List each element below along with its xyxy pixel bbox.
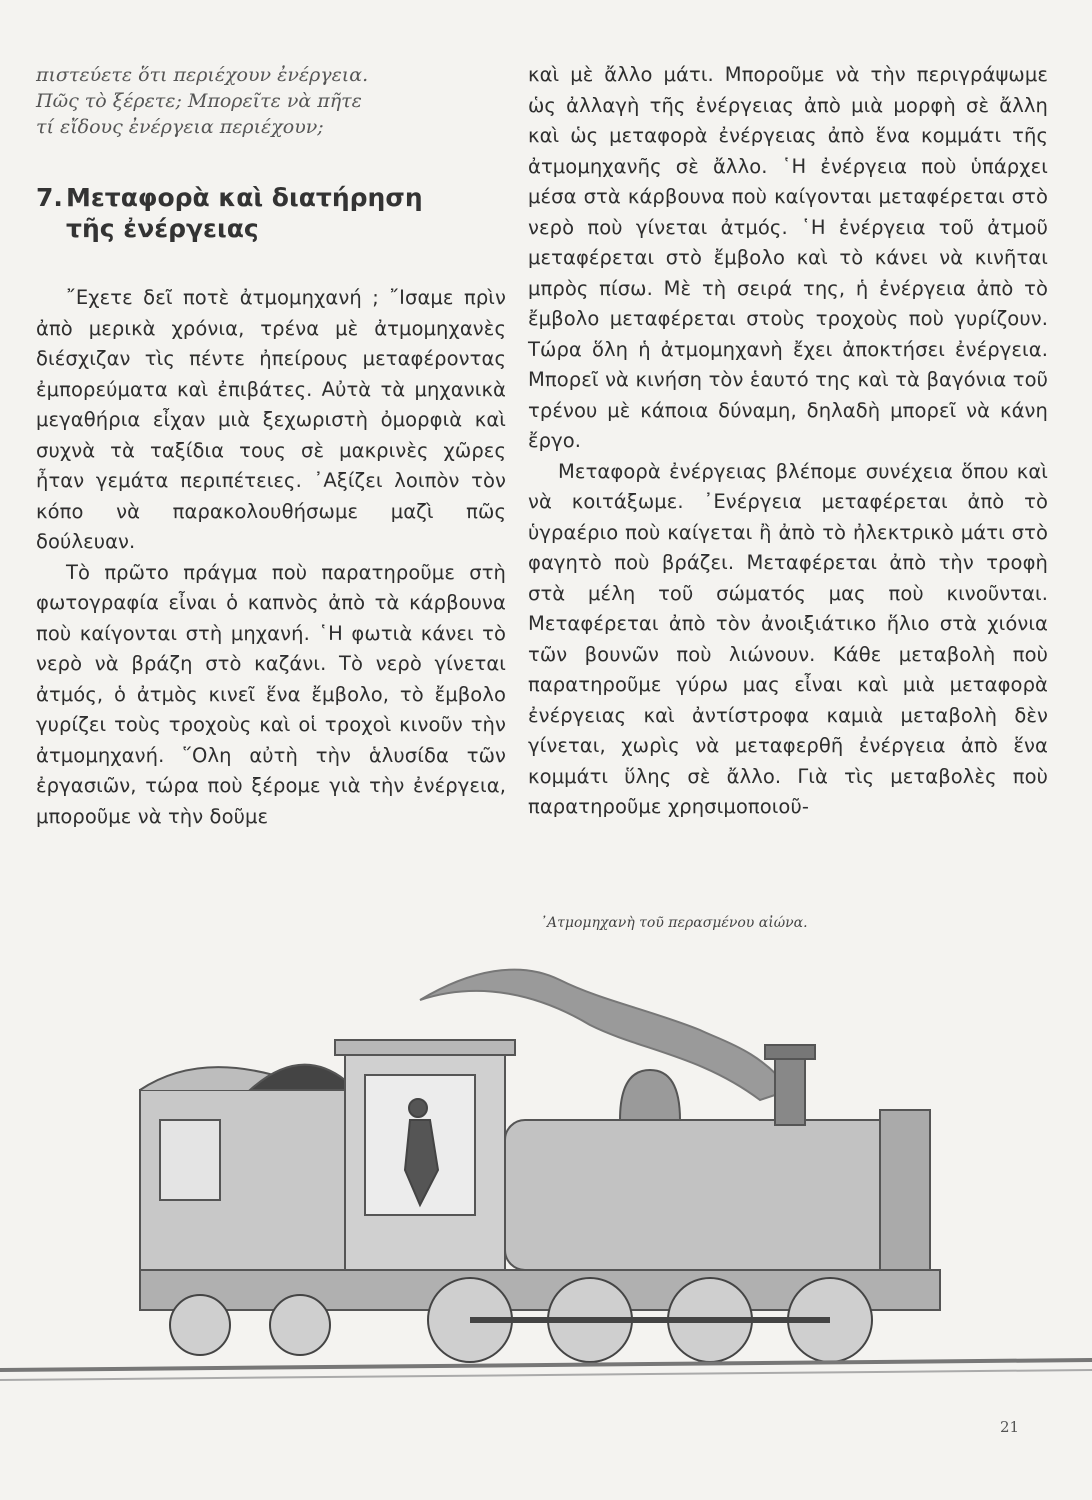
page-number: 21 [1000,1418,1020,1436]
intro-line: τί εἴδους ἐνέργεια περιέχουν; [36,116,324,138]
tender-window [160,1120,220,1200]
boiler [505,1120,925,1270]
left-column [36,62,506,832]
figure-caption: ᾿Ατμομηχανὴ τοῦ περασμένου αἰώνα. [540,915,808,931]
intro-line: Πῶς τὸ ξέρετε; Μπορεῖτε νὰ πῆτε [36,90,362,112]
section-title-line-1: Μεταφορὰ καὶ διατήρηση [66,183,423,212]
coal-pile [250,1065,350,1090]
smokebox [880,1110,930,1280]
section-heading [36,182,506,244]
section-number: 7. [36,183,63,212]
chimney [775,1055,805,1125]
rail [0,1360,1092,1370]
intro-questions [36,62,506,140]
steam-dome [620,1070,680,1120]
body-paragraph: καὶ μὲ ἄλλο μάτι. Μποροῦμε νὰ τὴν περιγράψωμε ὡς ἀλλαγὴ τῆς ἐνέργειας ἀπὸ μιὰ μορφὴ σὲ ἄλλη καὶ ὡς μεταφορὰ ἐνέργειας ἀπὸ ἕνα κομμάτι τῆς ἀτμομηχανῆς σὲ ἄλλο. ῾Η ἐνέργεια ποὺ ὑπάρχει μέσα στὰ κάρβουνα ποὺ καίγονται μεταφέρεται στὸ νερὸ ποὺ γίνεται ἀτμός. ῾Η ἐνέργεια τοῦ ἀτμοῦ μεταφέρεται στὸ ἔμβολο καὶ τὸ κάνει νὰ κινῆται μπρὸς πίσω. Μὲ τὴ σειρά της, ἡ ἐνέργεια ἀπὸ τὸ ἔμβολο μεταφέρεται στοὺς τροχοὺς ποὺ γυρίζουν. Τώρα ὅλη ἡ ἀτμομηχανὴ ἔχει ἀποκτήσει ἐνέργεια. Μπορεῖ νὰ κινήση τὸν ἑαυτό της καὶ τὰ βαγόνια τοῦ τρένου μὲ κάποια δύναμη, δηλαδὴ μπορεῖ νὰ κάνη ἔργο. [528,63,1048,452]
body-paragraph: Μεταφορὰ ἐνέργειας βλέπομε συνέχεια ὅπου καὶ νὰ κοιτάξωμε. ᾿Ενέργεια μεταφέρεται ἀπὸ τὸ ὑγραέριο ποὺ καίγεται ἢ ἀπὸ τὸ ἠλεκτρικὸ μάτι στὸ φαγητὸ ποὺ βράζει. Μεταφέρεται ἀπὸ τὴν τροφὴ στὰ μέλη τοῦ σώματός μας ποὺ κινοῦνται. Μεταφέρεται ἀπὸ τὸν ἀνοιξιάτικο ἥλιο στὰ χιόνια τῶν βουνῶν ποὺ λιώνουν. Κάθε μεταβολὴ ποὺ παρατηροῦμε γύρω μας εἶναι καὶ μιὰ μεταφορὰ ἐνέργειας καὶ ἀντίστροφα καμιὰ μεταβολὴ δὲν γίνεται, χωρὶς νὰ μεταφερθῆ ἐνέργεια ἀπὸ ἕνα κομμάτι ὕλης σὲ ἄλλο. Γιὰ τὶς μεταβολὲς ποὺ παρατηροῦμε χρησιμοποιοῦ- [528,459,1048,818]
right-column [528,60,1048,823]
section-title-line-2: τῆς ἐνέργειας [66,214,259,243]
steam-locomotive-illustration [0,940,1092,1410]
cab-roof [335,1040,515,1055]
body-paragraph: ῎Εχετε δεῖ ποτὲ ἀτμομηχανή ; ῎Ισαμε πρὶν ἀπὸ μερικὰ χρόνια, τρένα μὲ ἀτμομηχανὲς διέσχιζαν τὶς πέντε ἠπείρους μεταφέροντας ἐμπορεύματα καὶ ἐπιβάτες. Αὐτὰ τὰ μηχανικὰ μεγαθήρια εἶχαν μιὰ ξεχωριστὴ ὀμορφιὰ καὶ συχνὰ τὰ ταξίδια τους σὲ μακρινὲς χῶρες ἦταν γεμάτα περιπέτειες. ᾿Αξίζει λοιπὸν τὸν κόπο νὰ παρακολουθήσωμε μαζὶ πῶς δούλευαν. [36,286,506,553]
intro-line: πιστεύετε ὅτι περιέχουν ἐνέργεια. [36,64,369,86]
body-paragraph: Τὸ πρῶτο πράγμα ποὺ παρατηροῦμε στὴ φωτογραφία εἶναι ὁ καπνὸς ἀπὸ τὰ κάρβουνα ποὺ καίγονται στὴ μηχανή. ῾Η φωτιὰ κάνει τὸ νερὸ νὰ βράζη στὸ καζάνι. Τὸ νερὸ γίνεται ἀτμός, ὁ ἀτμὸς κινεῖ ἕνα ἔμβολο, τὸ ἔμβολο γυρίζει τοὺς τροχοὺς καὶ οἱ τροχοὶ κινοῦν τὴν ἀτμομηχανή. ῞Ολη αὐτὴ τὴν ἁλυσίδα τῶν ἐργασιῶν, τώρα ποὺ ξέρομε γιὰ τὴν ἐνέργεια, μποροῦμε νὰ τὴν δοῦμε [36,560,506,828]
